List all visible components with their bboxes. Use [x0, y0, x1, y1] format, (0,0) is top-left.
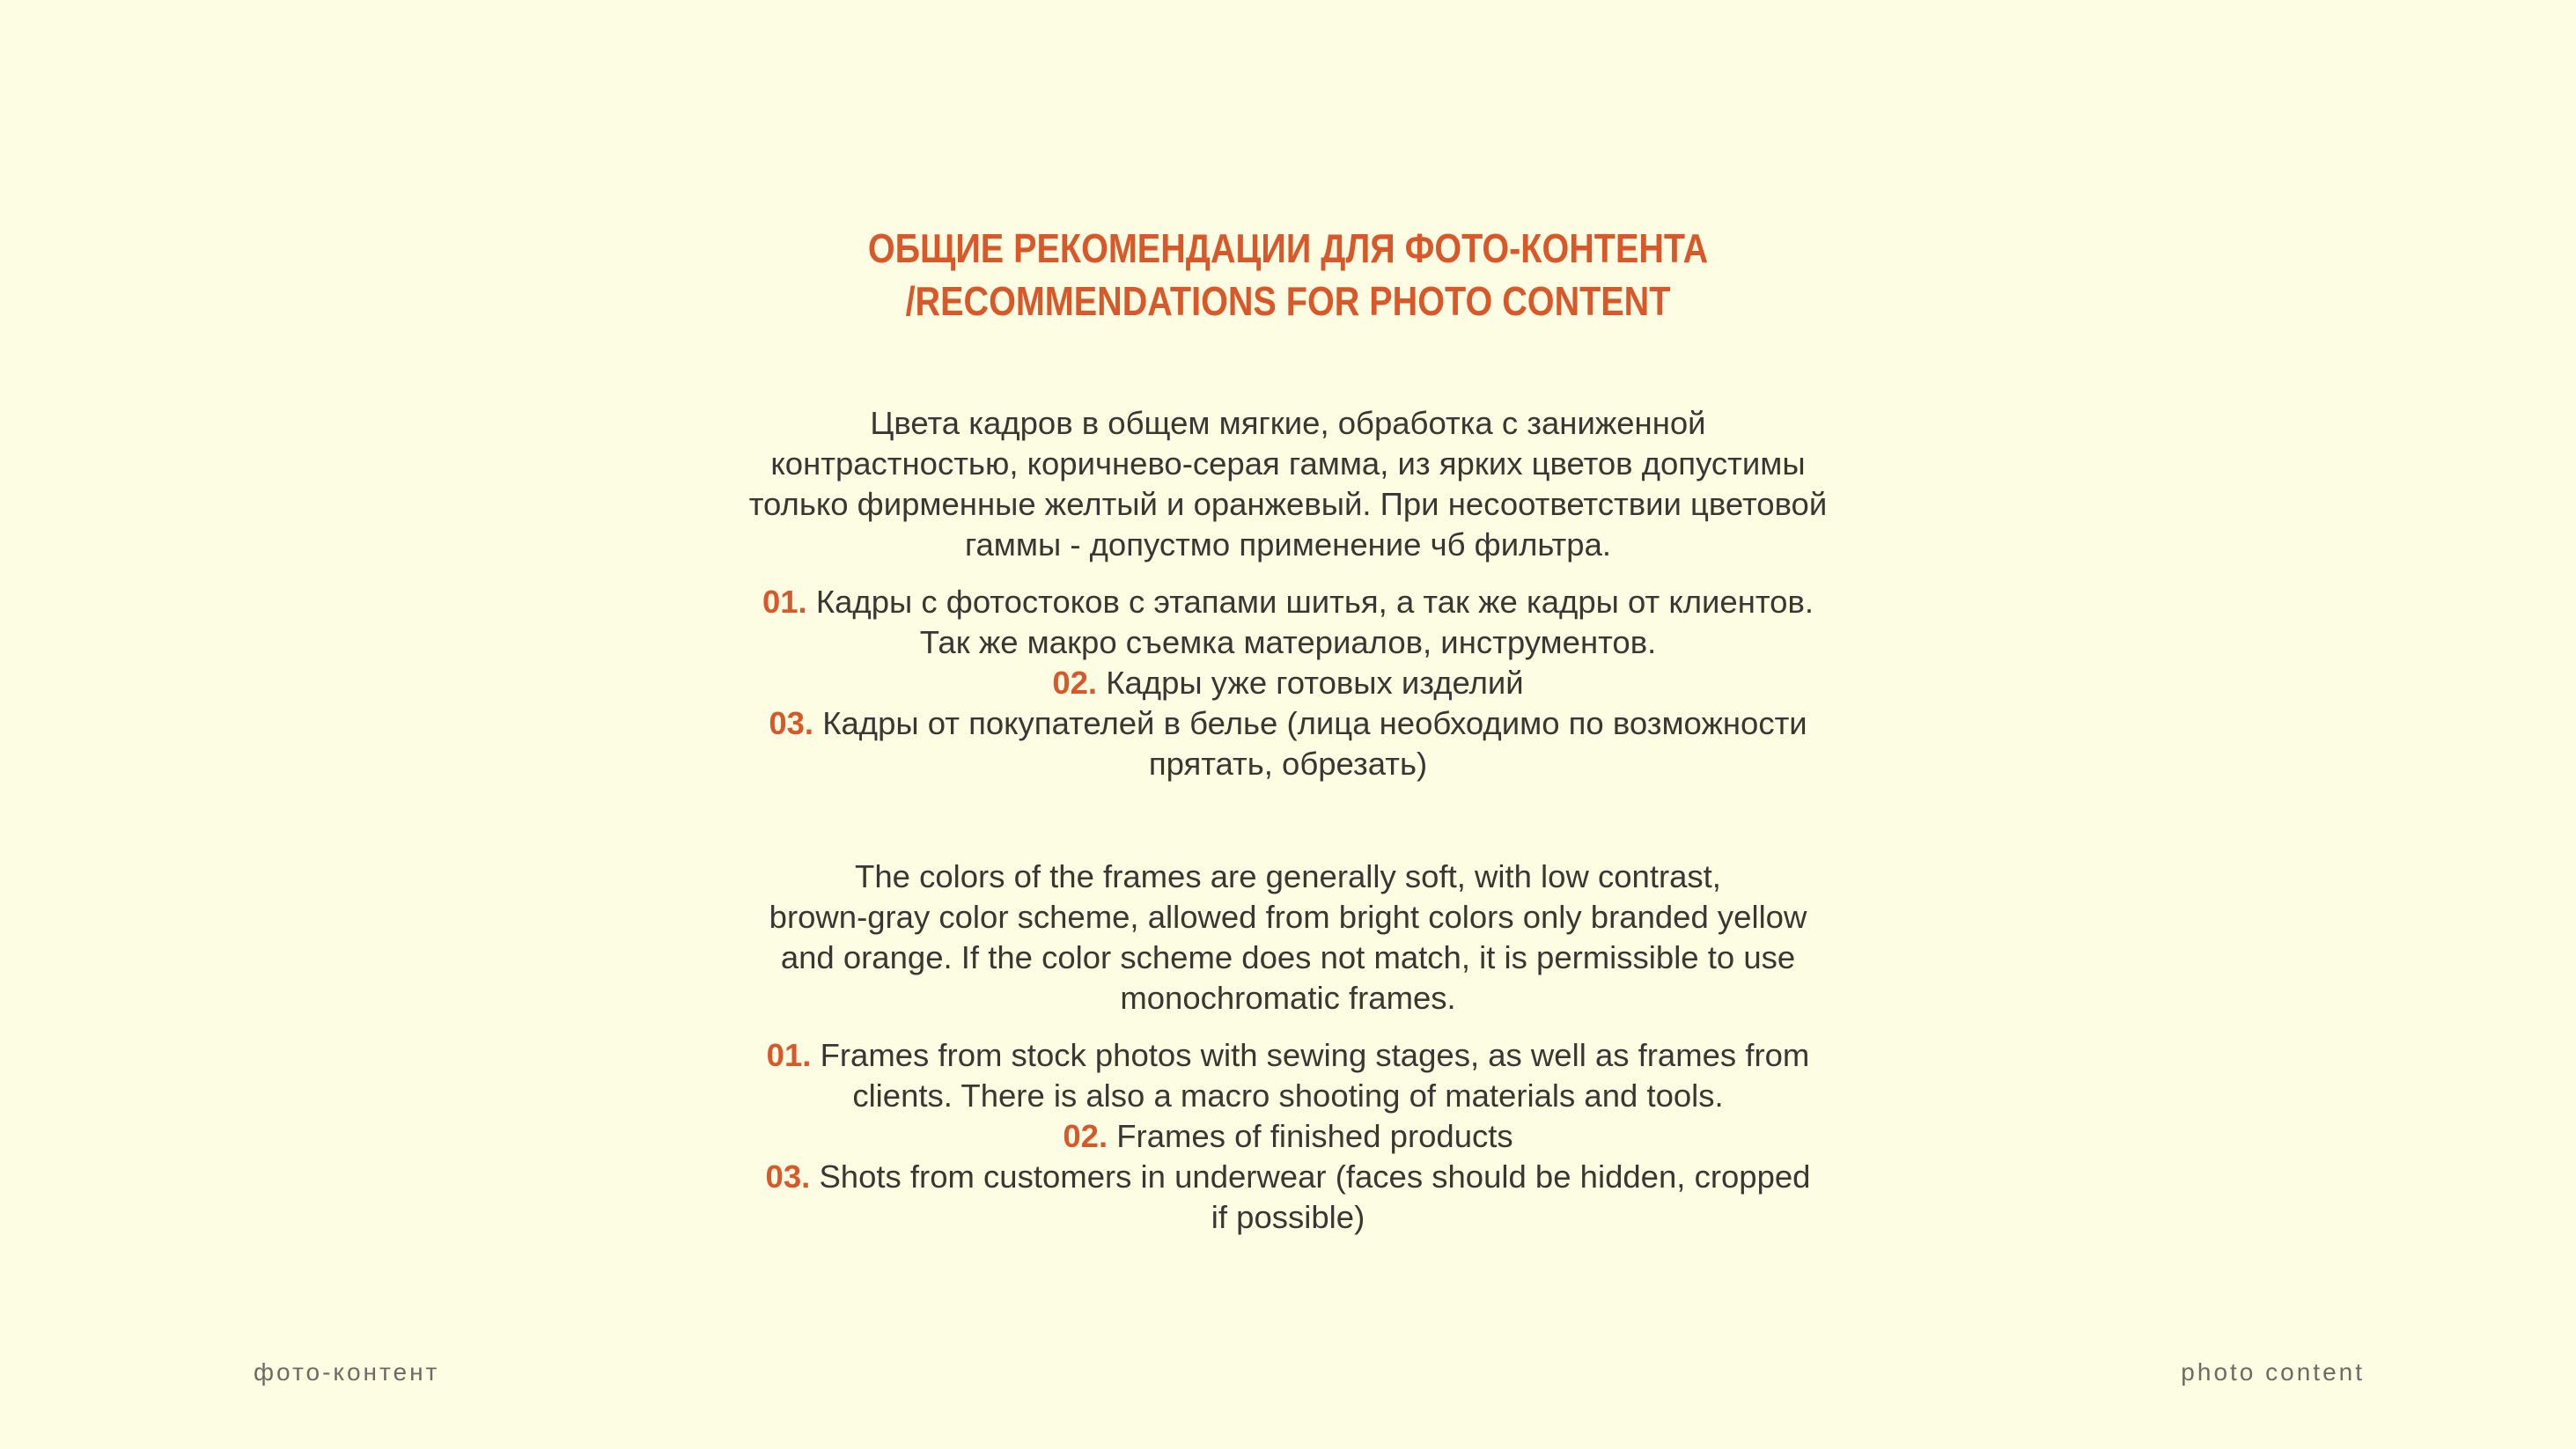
ru-item-number-1: 01.: [762, 584, 807, 620]
ru-list-item-3-line-2: прятать, обрезать): [1148, 746, 1428, 782]
ru-item-text: Кадры с фотостоков с этапами шитья, а так же кадры от клиентов.: [815, 584, 1814, 620]
ru-item-number-3: 03.: [769, 705, 814, 741]
ru-intro-line: Цвета кадров в общем мягкие, обработка с заниженной: [870, 405, 1706, 441]
en-intro-line: monochromatic frames.: [1120, 980, 1456, 1016]
en-intro-line: brown-gray color scheme, allowed from bright colors only branded yellow: [769, 899, 1807, 935]
en-item-text: Shots from customers in underwear (faces should be hidden, cropped: [819, 1158, 1811, 1195]
ru-item-text: Кадры от покупателей в белье (лица необходимо по возможности: [822, 705, 1807, 741]
ru-item-number-2: 02.: [1052, 665, 1098, 701]
en-list-item-1-line-1: [616, 1035, 1960, 1076]
ru-intro-line: только фирменные желтый и оранжевый. При несоответствии цветовой: [748, 486, 1828, 522]
en-item-number-2: 02.: [1063, 1118, 1108, 1154]
ru-section: [616, 403, 1960, 784]
en-item-number-3: 03.: [765, 1158, 811, 1195]
ru-list-item-3-line-1: [616, 703, 1960, 744]
ru-intro-line: контрастностью, коричнево-серая гамма, из ярких цветов допустимы: [770, 445, 1806, 482]
en-list-item-2: [616, 1116, 1960, 1157]
en-recommendations-list: [616, 1035, 1960, 1238]
ru-intro-line: гаммы - допустмо применение чб фильтра.: [964, 526, 1612, 563]
en-item-text: Frames of finished products: [1116, 1118, 1513, 1154]
en-intro-paragraph: [616, 857, 1960, 1019]
en-list-item-1-line-2: clients. There is also a macro shooting of materials and tools.: [852, 1078, 1724, 1114]
ru-intro-paragraph: [616, 403, 1960, 565]
en-intro-line: The colors of the frames are generally soft, with low contrast,: [855, 858, 1721, 894]
en-list-item-3-line-1: [616, 1157, 1960, 1197]
ru-list-item-2: [616, 663, 1960, 703]
en-item-number-1: 01.: [766, 1037, 812, 1073]
page-title-ru: ОБЩИЕ РЕКОМЕНДАЦИИ ДЛЯ ФОТО-КОНТЕНТА: [867, 225, 1709, 271]
ru-item-text: Кадры уже готовых изделий: [1106, 665, 1524, 701]
page-title: [180, 222, 2396, 327]
footer-label-en: photo content: [2181, 1358, 2365, 1386]
en-section: [616, 857, 1960, 1238]
en-intro-line: and orange. If the color scheme does not match, it is permissible to use: [780, 939, 1796, 975]
footer-label-ru: фото-контент: [254, 1358, 440, 1386]
ru-list-item-1-line-2: Так же макро съемка материалов, инструментов.: [919, 624, 1657, 660]
en-item-text: Frames from stock photos with sewing stages, as well as frames from: [820, 1037, 1810, 1073]
en-list-item-3-line-2: if possible): [1211, 1199, 1365, 1235]
page-title-en: /RECOMMENDATIONS FOR PHOTO CONTENT: [905, 278, 1671, 324]
ru-recommendations-list: [616, 582, 1960, 784]
ru-list-item-1-line-1: [616, 582, 1960, 622]
